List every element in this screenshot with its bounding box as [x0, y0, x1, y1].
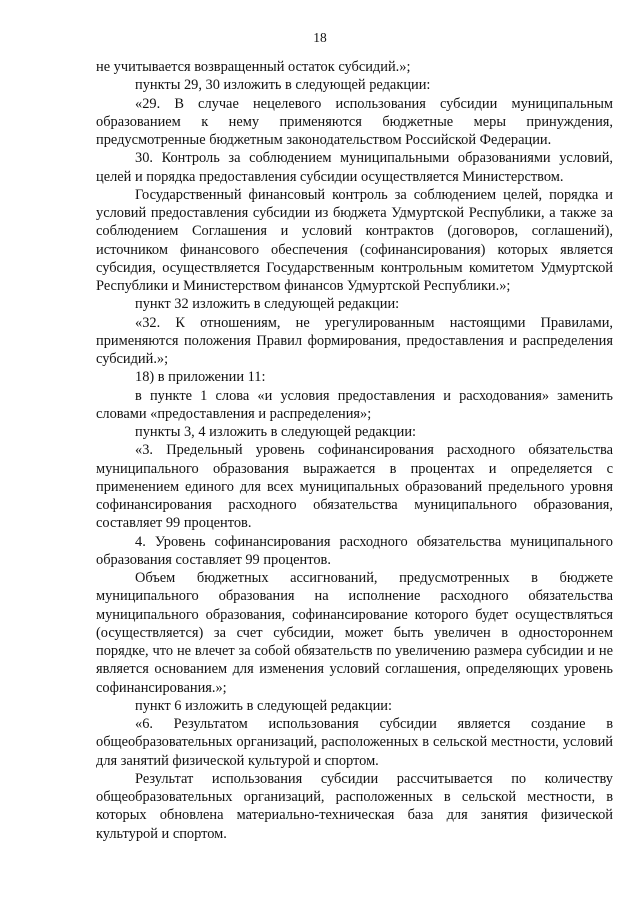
- page-number: 18: [313, 30, 327, 45]
- document-body: [96, 58, 613, 843]
- paragraph-3: «29. В случае нецелевого использования субсидии муниципальным образованием к нему применяются бюджетные меры принуждения, предусмотренные бюджетным законодательством Российской Федерации.: [96, 95, 613, 148]
- paragraph-5: Государственный финансовый контроль за соблюдением целей, порядка и условий предоставления субсидии из бюджета Удмуртской Республики, а также за соблюдением Соглашения и условий контрактов (договоров, соглашений), источником финансового обеспечения (софинансирования) которых является субсидия, осуществляется Государственным контрольным комитетом Удмуртской Республики и Министерством финансов Удмуртской Республики.»;: [96, 186, 613, 294]
- paragraph-7: «32. К отношениям, не урегулированным настоящими Правилами, применяются положения Правил формирования, предоставления и распределения субсидий.»;: [96, 314, 613, 367]
- paragraph-14: пункт 6 изложить в следующей редакции:: [135, 697, 392, 714]
- paragraph-11: «3. Предельный уровень софинансирования расходного обязательства муниципального образования выражается в процентах и определяется с применением единого для всех муниципальных образований предельного уровня софинансирования расходного обязательства муниципального образования, составляет 99 процентов.: [96, 442, 613, 532]
- paragraph-8: 18) в приложении 11:: [135, 369, 266, 386]
- paragraph-15: «6. Результатом использования субсидии является создание в общеобразовательных организаций, расположенных в сельской местности, условий для занятий физической культурой и спортом.: [96, 716, 613, 769]
- paragraph-1: не учитывается возвращенный остаток субсидий.»;: [96, 59, 411, 75]
- paragraph-4: 30. Контроль за соблюдением муниципальными образованиями условий, целей и порядка предоставления субсидии осуществляется Министерством.: [96, 150, 613, 185]
- paragraph-16: Результат использования субсидии рассчитывается по количеству общеобразовательных организаций, расположенных в сельской местности, в которых обновлена материально-техническая база для занятия физической культурой и спортом.: [96, 770, 613, 842]
- paragraph-6: пункт 32 изложить в следующей редакции:: [135, 296, 400, 313]
- paragraph-9: в пункте 1 слова «и условия предоставления и расходования» заменить словами «предоставления и распределения»;: [96, 387, 613, 422]
- paragraph-2: пункты 29, 30 изложить в следующей редакции:: [135, 77, 431, 94]
- paragraph-13: Объем бюджетных ассигнований, предусмотренных в бюджете муниципального образования на исполнение расходного обязательства муниципального образования, софинансирование которого будет осуществляться (осуществляется) за счет субсидии, может быть увеличен в одностороннем порядке, что не влечет за собой обязательств по увеличению размера субсидии и не является основанием для изменения условий соглашения, определяющих уровень софинансирования.»;: [96, 570, 613, 696]
- paragraph-10: пункты 3, 4 изложить в следующей редакции:: [135, 424, 417, 440]
- paragraph-12: 4. Уровень софинансирования расходного обязательства муниципального образования составляет 99 процентов.: [96, 533, 613, 568]
